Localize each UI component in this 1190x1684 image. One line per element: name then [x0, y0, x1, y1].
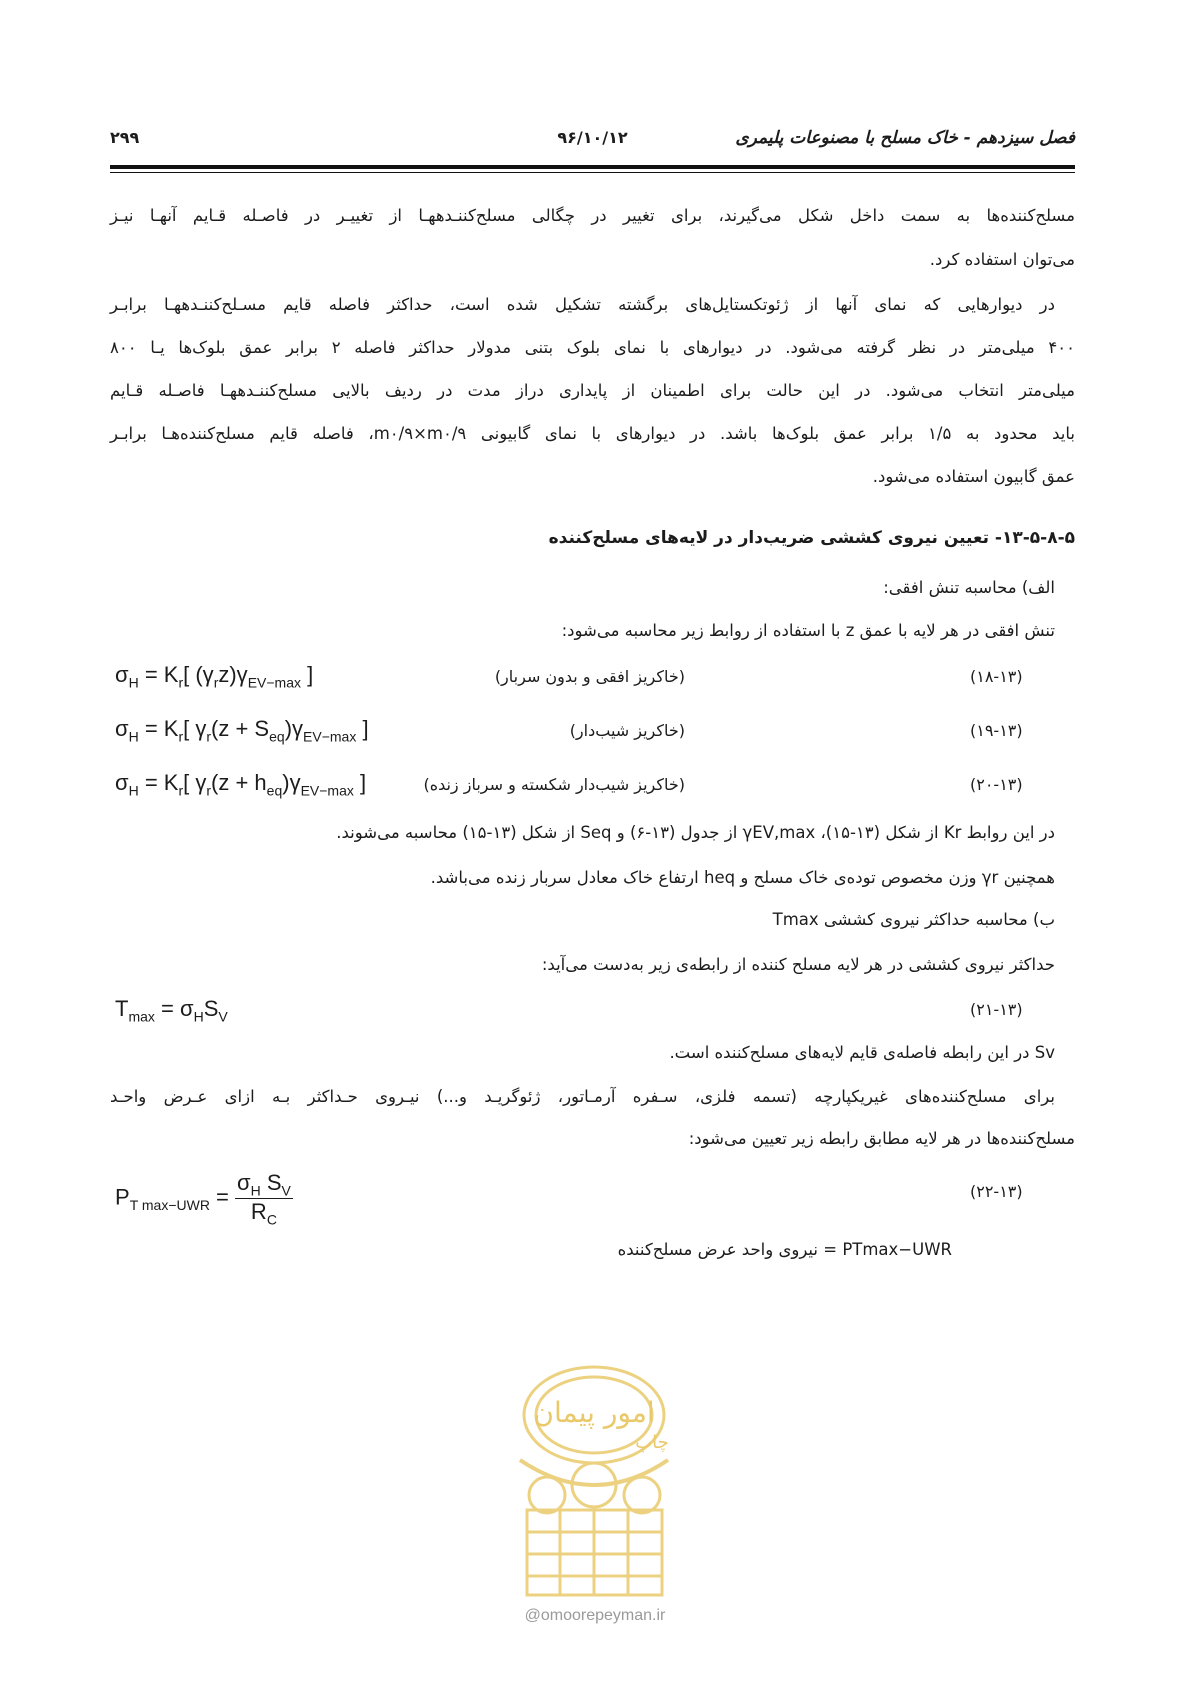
equation-20-number: (۲۰-۱۳): [970, 775, 1023, 794]
chapter-title: فصل سیزدهم - خاک مسلح با مصنوعات پلیمری: [735, 128, 1075, 148]
equation-20: $\sigma_H = K_r$[ $\gamma_r(z + h_{eq})\gamma_{EV-max}$ ]: [115, 770, 367, 799]
part-a-intro: تنش افقی در هر لایه با عمق z با استفاده از روابط زیر محاسبه می‌شود:: [561, 621, 1055, 640]
sv-note: Sv در این رابطه فاصله‌ی قایم لایه‌های مسلح‌کننده است.: [669, 1043, 1055, 1062]
equation-19: $\sigma_H = K_r$[ $\gamma_r(z + S_{eq})\gamma_{EV-max}$ ]: [115, 716, 369, 745]
definition-line: PTmax−UWR = نیروی واحد عرض مسلح‌کننده: [617, 1240, 952, 1259]
watermark-site: @omoorepeyman.ir: [524, 1607, 666, 1624]
paragraph-line: ۴۰۰ میلی‌متر در نظر گرفته می‌شود. در دیوارهای با نمای بلوک بتنی مدولار حداکثر فاصله ۲ برابر عمق بلوک‌ها یـا ۸۰۰: [110, 338, 1075, 357]
watermark-sub: چاپ: [635, 1432, 669, 1453]
note-line: در این روابط Kr از شکل (۱۳-۱۵)، γEV,max از جدول (۱۳-۶) و Seq از شکل (۱۳-۱۵) محاسبه می‌شوند.: [336, 823, 1055, 842]
paragraph-line: برای مسلح‌کننده‌های غیریکپارچه (تسمه فلزی، سـفره آرمـاتور، ژئوگریـد و...) نیـروی حـداکثر بـه ازای عـرض واحـد: [110, 1087, 1055, 1106]
paragraph-line: در دیوارهایی که نمای آنها از ژئوتکستایل‌های برگشته تشکیل شده است، حداکثر فاصله قایم مسـلح‌کننـدههـا برابـر: [110, 295, 1055, 314]
paragraph-line: باید محدود به ۱/۵ برابر عمق بلوک‌ها باشد. در دیوارهای با نمای گابیونی m۰/۹×m۰/۹، فاصله قایم مسلح‌کننده‌هـا برابـر: [110, 424, 1075, 443]
equation-21: $T_{max} = \sigma_HS_V$: [115, 996, 228, 1025]
header-rule-thick: [110, 165, 1075, 169]
equation-18-number: (۱۸-۱۳): [970, 667, 1023, 686]
part-b-title: ب) محاسبه حداکثر نیروی کششی Tmax: [772, 910, 1055, 929]
section-heading: ۱۳-۵-۸-۵- تعیین نیروی کششی ضریب‌دار در لایه‌های مسلح‌کننده: [548, 528, 1075, 548]
part-b-intro: حداکثر نیروی کششی در هر لایه مسلح کننده از رابطه‌ی زیر به‌دست می‌آید:: [541, 955, 1055, 974]
paragraph-line: مسلح‌کننده‌ها در هر لایه مطابق رابطه زیر تعیین می‌شود:: [688, 1129, 1075, 1148]
note-line: همچنین γr وزن مخصوص توده‌ی خاک مسلح و heq ارتفاع خاک معادل سربار زنده می‌باشد.: [430, 868, 1055, 887]
equation-21-number: (۲۱-۱۳): [970, 1000, 1023, 1019]
page-number: ۲۹۹: [110, 128, 140, 147]
paragraph-line: میلی‌متر انتخاب می‌شود. در این حالت برای اطمینان از پایداری دراز مدت در ردیف بالایی مسلح‌کننـدههـا فاصـله قـایم: [110, 381, 1075, 400]
equation-18: $\sigma_H = K_r$[ $(\gamma_rz)\gamma_{EV-max}$ ]: [115, 662, 314, 691]
page-header: [110, 128, 1075, 162]
watermark-brand: امور پیمان: [533, 1396, 655, 1429]
header-date: ۹۶/۱۰/۱۲: [557, 128, 628, 147]
equation-20-desc: (خاکریز شیب‌دار شکسته و سرباز زنده): [423, 775, 685, 794]
equation-18-desc: (خاکریز افقی و بدون سربار): [494, 667, 685, 686]
equation-22-number: (۲۲-۱۳): [970, 1182, 1023, 1201]
equation-19-number: (۱۹-۱۳): [970, 721, 1023, 740]
header-rule-thin: [110, 172, 1075, 173]
paragraph-line: مسلح‌کننده‌ها به سمت داخل شکل می‌گیرند، برای تغییر در چگالی مسلح‌کننـدههـا از تغییـر در فاصـله قـایم آنهـا نیـز: [110, 206, 1075, 225]
paragraph-line: عمق گابیون استفاده می‌شود.: [872, 467, 1075, 486]
equation-19-desc: (خاکریز شیب‌دار): [569, 721, 685, 740]
paragraph-line: می‌توان استفاده کرد.: [929, 250, 1075, 269]
watermark-logo: [492, 1360, 697, 1610]
equation-22: $P_{T max-UWR}$ = $\frac{\sigma_H S_V}{R_C}$: [115, 1170, 291, 1228]
part-a-title: الف) محاسبه تنش افقی:: [883, 578, 1055, 597]
